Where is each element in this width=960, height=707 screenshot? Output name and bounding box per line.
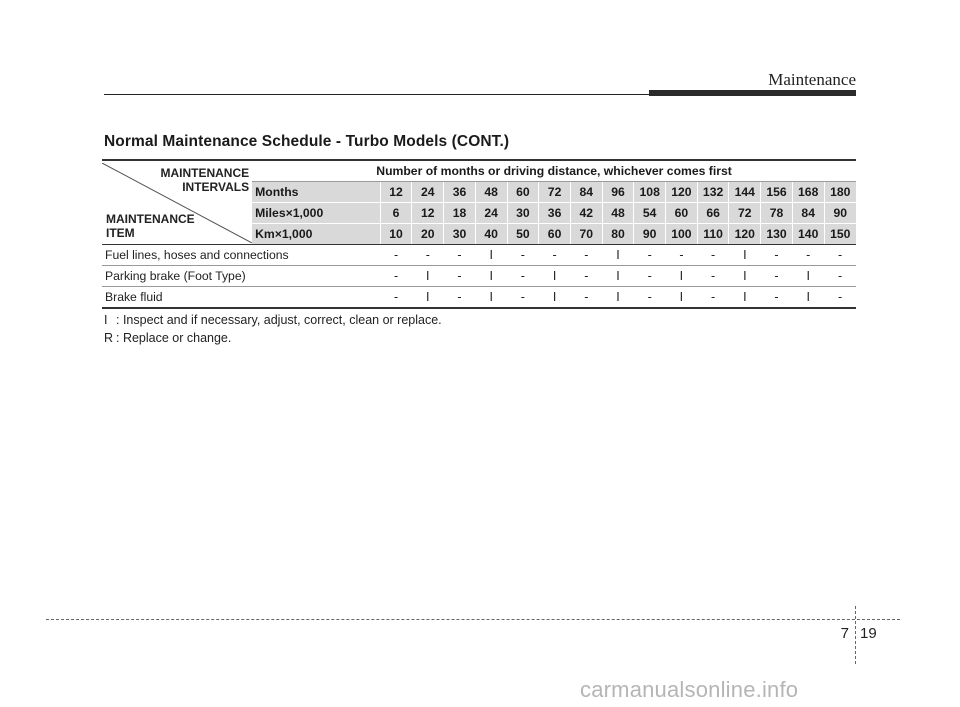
interval-value: 150 — [824, 224, 856, 245]
maintenance-mark: - — [792, 245, 824, 266]
maintenance-mark: I — [539, 266, 571, 287]
interval-value: 6 — [380, 203, 412, 224]
maintenance-item-row — [102, 266, 856, 287]
maintenance-mark: I — [792, 266, 824, 287]
maintenance-mark: I — [729, 287, 761, 309]
interval-value: 180 — [824, 182, 856, 203]
section-title: Normal Maintenance Schedule - Turbo Models (CONT.) — [104, 133, 510, 150]
interval-value: 48 — [475, 182, 507, 203]
maintenance-item-name: Fuel lines, hoses and connections — [102, 245, 380, 266]
interval-value: 12 — [380, 182, 412, 203]
table-caption-row — [102, 160, 856, 182]
maintenance-mark: - — [761, 245, 793, 266]
maintenance-mark: - — [634, 287, 666, 309]
interval-value: 120 — [729, 224, 761, 245]
footer-rule — [46, 619, 900, 620]
table-corner-cell — [102, 160, 252, 245]
interval-value: 72 — [729, 203, 761, 224]
maintenance-item-row — [102, 287, 856, 309]
interval-value: 42 — [570, 203, 602, 224]
maintenance-mark: I — [666, 266, 698, 287]
interval-row-label: Km×1,000 — [252, 224, 380, 245]
maintenance-mark: - — [697, 245, 729, 266]
maintenance-mark: - — [570, 245, 602, 266]
interval-value: 132 — [697, 182, 729, 203]
maintenance-mark: - — [570, 287, 602, 309]
footer-divider — [855, 606, 856, 664]
maintenance-mark: - — [666, 245, 698, 266]
maintenance-mark: I — [792, 287, 824, 309]
header-title: Maintenance — [768, 70, 856, 89]
maintenance-mark: - — [380, 266, 412, 287]
interval-value: 54 — [634, 203, 666, 224]
maintenance-mark: - — [634, 245, 666, 266]
interval-value: 130 — [761, 224, 793, 245]
maintenance-mark: - — [444, 245, 476, 266]
header-bar — [649, 90, 856, 96]
interval-value: 140 — [792, 224, 824, 245]
interval-value: 30 — [444, 224, 476, 245]
interval-value: 24 — [412, 182, 444, 203]
maintenance-mark: I — [729, 266, 761, 287]
corner-label-item — [106, 212, 195, 240]
corner-intervals-line: INTERVALS — [182, 179, 250, 194]
maintenance-mark: I — [602, 266, 634, 287]
interval-value: 80 — [602, 224, 634, 245]
interval-value: 30 — [507, 203, 539, 224]
maintenance-mark: - — [824, 287, 856, 309]
corner-intervals-line: MAINTENANCE — [160, 165, 250, 180]
maintenance-mark: - — [697, 287, 729, 309]
interval-value: 60 — [539, 224, 571, 245]
interval-value: 110 — [697, 224, 729, 245]
maintenance-mark: I — [539, 287, 571, 309]
maintenance-mark: I — [475, 266, 507, 287]
interval-value: 24 — [475, 203, 507, 224]
interval-value: 108 — [634, 182, 666, 203]
interval-value: 20 — [412, 224, 444, 245]
interval-value: 84 — [792, 203, 824, 224]
interval-value: 36 — [444, 182, 476, 203]
maintenance-mark: I — [412, 287, 444, 309]
maintenance-mark: - — [570, 266, 602, 287]
legend-code: I — [104, 313, 108, 327]
corner-item-line: MAINTENANCE — [106, 211, 195, 226]
maintenance-mark: - — [761, 266, 793, 287]
maintenance-mark: I — [475, 287, 507, 309]
interval-value: 168 — [792, 182, 824, 203]
watermark: carmanualsonline.info — [580, 677, 799, 702]
corner-item-line: ITEM — [106, 225, 135, 240]
interval-value: 78 — [761, 203, 793, 224]
maintenance-mark: - — [761, 287, 793, 309]
interval-value: 48 — [602, 203, 634, 224]
interval-value: 60 — [507, 182, 539, 203]
maintenance-mark: - — [507, 245, 539, 266]
maintenance-mark: I — [602, 287, 634, 309]
maintenance-mark: - — [380, 245, 412, 266]
interval-value: 40 — [475, 224, 507, 245]
maintenance-mark: - — [380, 287, 412, 309]
interval-row-label: Months — [252, 182, 380, 203]
interval-value: 18 — [444, 203, 476, 224]
corner-label-intervals — [160, 166, 249, 194]
chapter-number: 7 — [840, 625, 849, 642]
interval-value: 70 — [570, 224, 602, 245]
interval-row-label: Miles×1,000 — [252, 203, 380, 224]
interval-value: 84 — [570, 182, 602, 203]
maintenance-mark: - — [697, 266, 729, 287]
maintenance-item-name: Brake fluid — [102, 287, 380, 309]
maintenance-mark: I — [666, 287, 698, 309]
maintenance-mark: I — [602, 245, 634, 266]
interval-value: 144 — [729, 182, 761, 203]
legend-text: : Inspect and if necessary, adjust, correct, clean or replace. — [116, 313, 442, 327]
legend — [104, 313, 442, 349]
interval-value: 90 — [634, 224, 666, 245]
table-caption: Number of months or driving distance, whichever comes first — [252, 160, 856, 182]
interval-value: 12 — [412, 203, 444, 224]
legend-line — [104, 313, 442, 327]
legend-code: R — [104, 331, 114, 345]
maintenance-schedule-table — [102, 159, 856, 309]
interval-value: 66 — [697, 203, 729, 224]
maintenance-mark: I — [475, 245, 507, 266]
interval-value: 60 — [666, 203, 698, 224]
maintenance-mark: - — [824, 245, 856, 266]
interval-value: 50 — [507, 224, 539, 245]
maintenance-item-name: Parking brake (Foot Type) — [102, 266, 380, 287]
maintenance-mark: - — [539, 245, 571, 266]
maintenance-mark: I — [729, 245, 761, 266]
interval-value: 156 — [761, 182, 793, 203]
maintenance-mark: I — [412, 266, 444, 287]
maintenance-mark: - — [444, 287, 476, 309]
maintenance-mark: - — [634, 266, 666, 287]
interval-value: 96 — [602, 182, 634, 203]
interval-value: 36 — [539, 203, 571, 224]
interval-value: 72 — [539, 182, 571, 203]
page-number: 19 — [860, 625, 877, 642]
interval-value: 90 — [824, 203, 856, 224]
maintenance-mark: - — [444, 266, 476, 287]
header-rule — [104, 94, 649, 95]
maintenance-mark: - — [412, 245, 444, 266]
maintenance-mark: - — [507, 287, 539, 309]
legend-text: : Replace or change. — [116, 331, 232, 345]
maintenance-item-row — [102, 245, 856, 266]
interval-value: 120 — [666, 182, 698, 203]
maintenance-mark: - — [824, 266, 856, 287]
maintenance-mark: - — [507, 266, 539, 287]
interval-value: 100 — [666, 224, 698, 245]
legend-line — [104, 331, 442, 345]
interval-value: 10 — [380, 224, 412, 245]
